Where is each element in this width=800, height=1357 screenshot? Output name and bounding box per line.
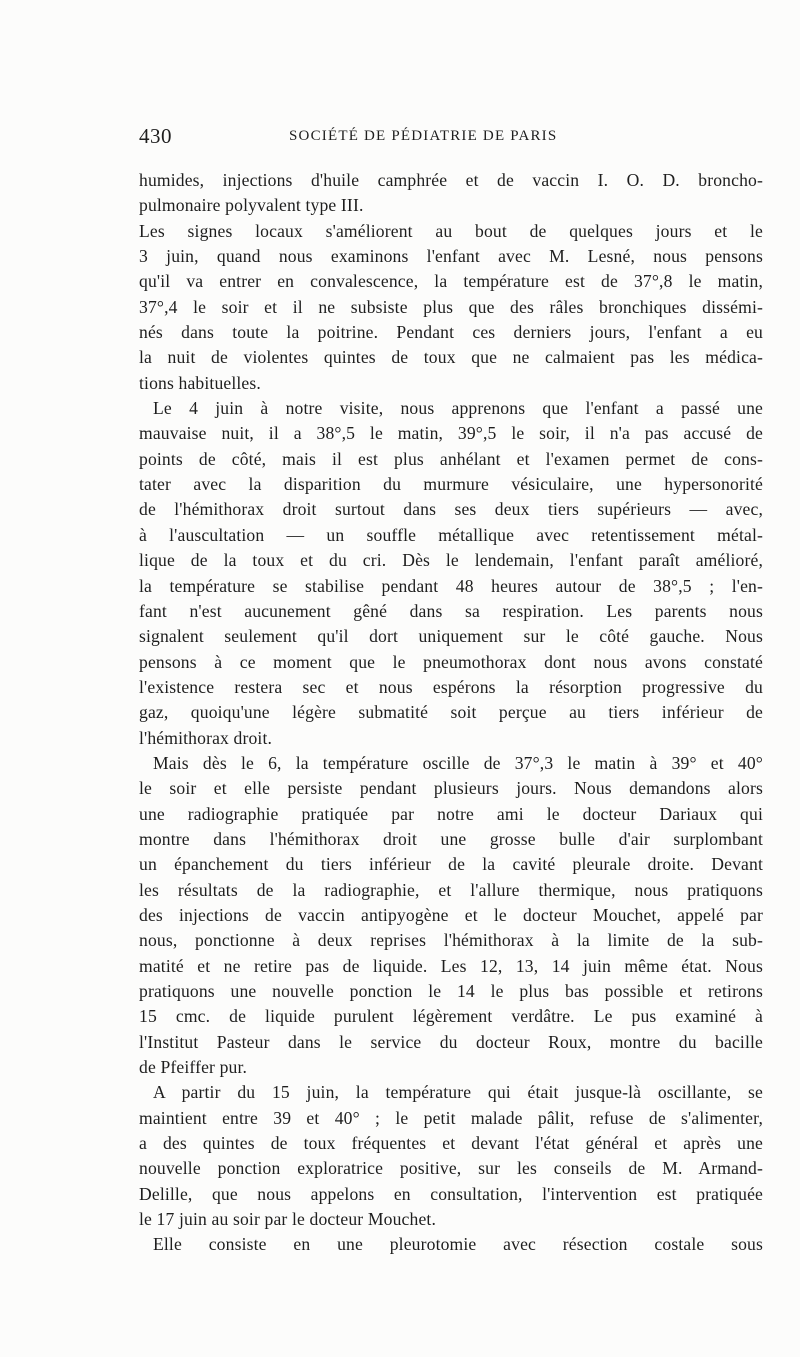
text-line: tater avec la disparition du murmure vésiculaire, une hypersonorité — [139, 474, 763, 495]
text-line: nouvelle ponction exploratrice positive, sur les conseils de M. Armand- — [139, 1158, 763, 1179]
text-line: de Pfeiffer pur. — [139, 1057, 248, 1078]
text-line: matité et ne retire pas de liquide. Les 12, 13, 14 juin même état. Nous — [139, 955, 763, 976]
text-line: lique de la toux et du cri. Dès le lendemain, l'enfant paraît amélioré, — [139, 550, 763, 571]
text-line: pensons à ce moment que le pneumothorax dont nous avons constaté — [139, 651, 763, 672]
text-line: 15 cmc. de liquide purulent légèrement verdâtre. Le pus examiné à — [139, 1006, 763, 1027]
text-line: A partir du 15 juin, la température qui était jusque-là oscillante, se — [153, 1082, 763, 1103]
text-line: signalent seulement qu'il dort uniquement sur le côté gauche. Nous — [139, 626, 763, 647]
text-line: de l'hémithorax droit surtout dans ses deux tiers supérieurs — avec, — [139, 499, 763, 520]
text-line: nés dans toute la poitrine. Pendant ces derniers jours, l'enfant a eu — [139, 322, 763, 343]
text-line: mauvaise nuit, il a 38°,5 le matin, 39°,5 le soir, il n'a pas accusé de — [139, 423, 763, 444]
text-line: l'Institut Pasteur dans le service du docteur Roux, montre du bacille — [139, 1031, 763, 1052]
text-line: montre dans l'hémithorax droit une grosse bulle d'air surplombant — [139, 828, 763, 849]
text-line: pratiquons une nouvelle ponction le 14 le plus bas possible et retirons — [139, 981, 763, 1001]
page-number: 430 — [139, 124, 172, 148]
text-line: un épanchement du tiers inférieur de la cavité pleurale droite. Devant — [139, 854, 763, 875]
text-line: la température se stabilise pendant 48 heures autour de 38°,5 ; l'en- — [139, 575, 763, 596]
text-line: 37°,4 le soir et il ne subsiste plus que des râles bronchiques dissémi- — [139, 296, 763, 317]
text-line: la nuit de violentes quintes de toux que ne calmaient pas les médica- — [139, 347, 763, 368]
text-line: qu'il va entrer en convalescence, la température est de 37°,8 le matin, — [139, 271, 763, 292]
text-line: les résultats de la radiographie, et l'allure thermique, nous pratiquons — [139, 879, 763, 900]
text-line: à l'auscultation — un souffle métallique avec retentissement métal- — [139, 524, 763, 545]
page-header — [139, 124, 639, 150]
text-line: Les signes locaux s'améliorent au bout de quelques jours et le — [139, 220, 763, 241]
running-title: SOCIÉTÉ DE PÉDIATRIE DE PARIS — [289, 128, 558, 144]
text-line: le soir et elle persiste pendant plusieurs jours. Nous demandons alors — [139, 778, 763, 799]
text-line: maintient entre 39 et 40° ; le petit malade pâlit, refuse de s'alimenter, — [139, 1107, 763, 1128]
text-line: tions habituelles. — [139, 372, 261, 393]
text-line: des injections de vaccin antipyogène et le docteur Mouchet, appelé par — [139, 904, 763, 925]
body-text — [139, 168, 763, 1258]
text-line: a des quintes de toux fréquentes et devant l'état général et après une — [139, 1133, 763, 1154]
text-line: Le 4 juin à notre visite, nous apprenons que l'enfant a passé une — [153, 398, 763, 419]
text-line: nous, ponctionne à deux reprises l'hémithorax à la limite de la sub- — [139, 930, 763, 951]
text-line: l'existence restera sec et nous espérons la résorption progressive du — [139, 676, 763, 697]
text-line: une radiographie pratiquée par notre ami le docteur Dariaux qui — [139, 803, 763, 824]
text-line: gaz, quoiqu'une légère submatité soit perçue au tiers inférieur de — [139, 702, 763, 723]
text-line: 3 juin, quand nous examinons l'enfant avec M. Lesné, nous pensons — [139, 246, 763, 267]
text-line: humides, injections d'huile camphrée et de vaccin I. O. D. broncho- — [139, 170, 763, 190]
text-line: Mais dès le 6, la température oscille de 37°,3 le matin à 39° et 40° — [153, 752, 763, 773]
text-line: l'hémithorax droit. — [139, 727, 273, 748]
text-line: points de côté, mais il est plus anhélant et l'examen permet de cons- — [139, 448, 763, 469]
text-line: Delille, que nous appelons en consultation, l'intervention est pratiquée — [139, 1183, 763, 1204]
text-line: le 17 juin au soir par le docteur Mouchet. — [139, 1209, 437, 1230]
text-line: pulmonaire polyvalent type III. — [139, 195, 364, 216]
text-line: fant n'est aucunement gêné dans sa respiration. Les parents nous — [139, 600, 763, 621]
text-line: Elle consiste en une pleurotomie avec résection costale sous — [153, 1234, 763, 1255]
